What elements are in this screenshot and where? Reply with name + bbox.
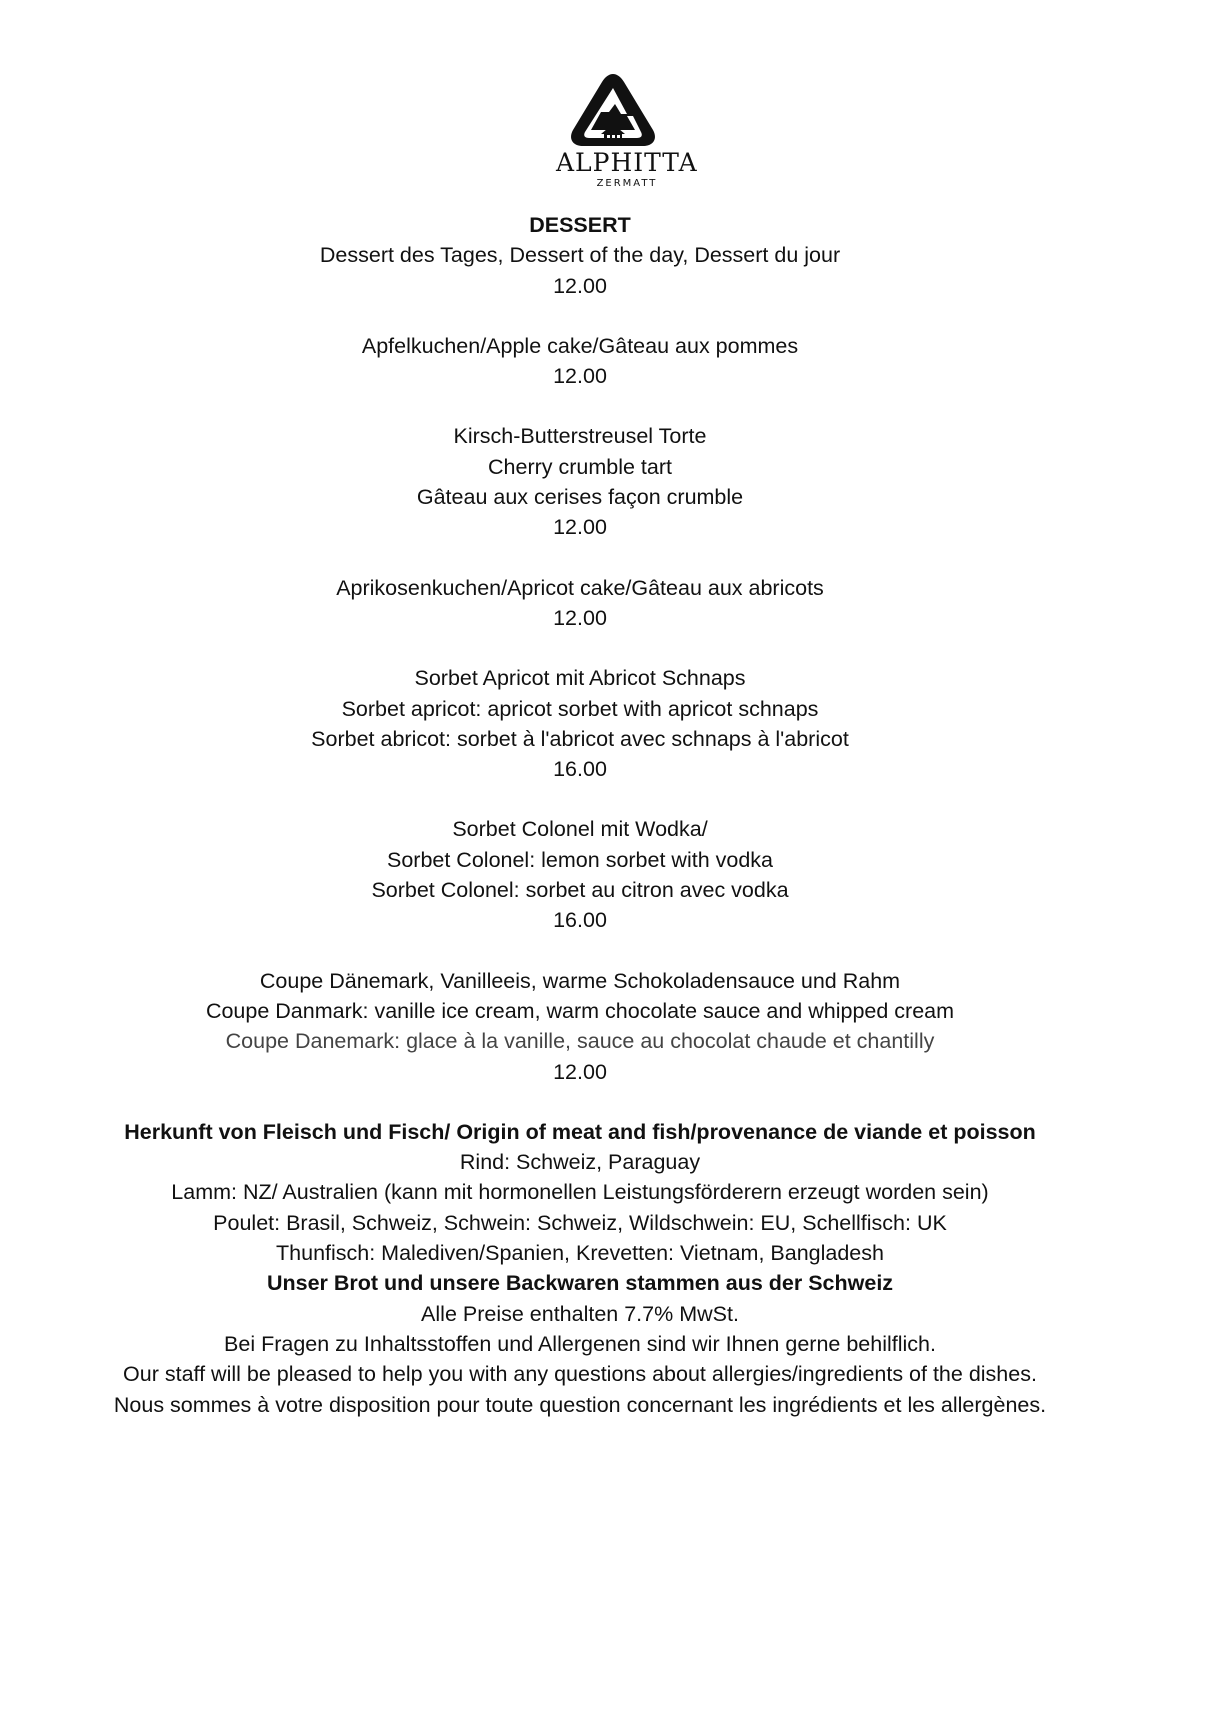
origin-line: Thunfisch: Malediven/Spanien, Krevetten: Vietnam, Bangladesh	[276, 1241, 884, 1266]
item-price: 12.00	[553, 1059, 607, 1084]
allergy-note-en: Our staff will be pleased to help you with any questions about allergies/ingredients of the dishes.	[123, 1362, 1037, 1387]
origin-title: Herkunft von Fleisch und Fisch/ Origin of meat and fish/provenance de viande et poisson	[124, 1119, 1036, 1144]
item-name-en: Sorbet Colonel: lemon sorbet with vodka	[386, 847, 773, 872]
item-name-en: Cherry crumble tart	[488, 454, 672, 479]
allergy-note-de: Bei Fragen zu Inhaltsstoffen und Allergenen sind wir Ihnen gerne behilflich.	[224, 1331, 936, 1356]
origin-line: Lamm: NZ/ Australien (kann mit hormonellen Leistungsförderern erzeugt worden sein)	[171, 1180, 989, 1205]
menu-item	[0, 814, 1160, 935]
mountain-hut-icon	[536, 68, 696, 148]
allergy-note-fr: Nous sommes à votre disposition pour toute question concernant les ingrédients et les allergènes.	[113, 1392, 1047, 1417]
origin-section	[0, 1117, 1160, 1420]
menu-content	[0, 210, 1160, 1420]
item-price: 16.00	[553, 757, 607, 782]
bread-note: Unser Brot und unsere Backwaren stammen aus der Schweiz	[266, 1271, 894, 1296]
item-name-de: Kirsch-Butterstreusel Torte	[453, 424, 707, 449]
origin-line: Poulet: Brasil, Schweiz, Schwein: Schweiz, Wildschwein: EU, Schellfisch: UK	[213, 1210, 947, 1235]
item-name-fr: Sorbet Colonel: sorbet au citron avec vodka	[371, 878, 789, 903]
menu-item	[0, 966, 1160, 1087]
menu-item	[0, 240, 1160, 301]
item-name-fr: Gâteau aux cerises façon crumble	[416, 485, 744, 510]
brand-location: ZERMATT	[596, 178, 658, 189]
item-name-de: Coupe Dänemark, Vanilleeis, warme Schokoladensauce und Rahm	[259, 968, 901, 993]
item-name-fr: Coupe Danemark: glace à la vanille, sauce au chocolat chaude et chantilly	[225, 1029, 935, 1054]
menu-item	[0, 421, 1160, 542]
vat-note: Alle Preise enthalten 7.7% MwSt.	[421, 1301, 739, 1326]
item-name-en: Sorbet apricot: apricot sorbet with apricot schnaps	[341, 696, 819, 721]
brand-name: ALPHITTA	[556, 148, 698, 177]
alphitta-logo	[536, 68, 696, 198]
item-name: Aprikosenkuchen/Apricot cake/Gâteau aux abricots	[336, 575, 824, 600]
item-price: 12.00	[553, 515, 607, 540]
menu-item	[0, 663, 1160, 784]
menu-item	[0, 331, 1160, 392]
item-price: 12.00	[553, 273, 607, 298]
item-price: 12.00	[553, 605, 607, 630]
origin-line: Rind: Schweiz, Paraguay	[459, 1150, 701, 1175]
item-name: Dessert des Tages, Dessert of the day, Dessert du jour	[319, 243, 841, 268]
item-price: 12.00	[553, 364, 607, 389]
item-name-en: Coupe Danmark: vanille ice cream, warm chocolate sauce and whipped cream	[205, 998, 955, 1023]
menu-item	[0, 573, 1160, 634]
item-name: Apfelkuchen/Apple cake/Gâteau aux pommes	[361, 333, 799, 358]
item-name-fr: Sorbet abricot: sorbet à l'abricot avec schnaps à l'abricot	[311, 726, 849, 751]
section-title: DESSERT	[529, 213, 631, 237]
item-name-de: Sorbet Colonel mit Wodka/	[452, 817, 708, 842]
item-price: 16.00	[553, 908, 607, 933]
item-name-de: Sorbet Apricot mit Abricot Schnaps	[414, 666, 746, 691]
